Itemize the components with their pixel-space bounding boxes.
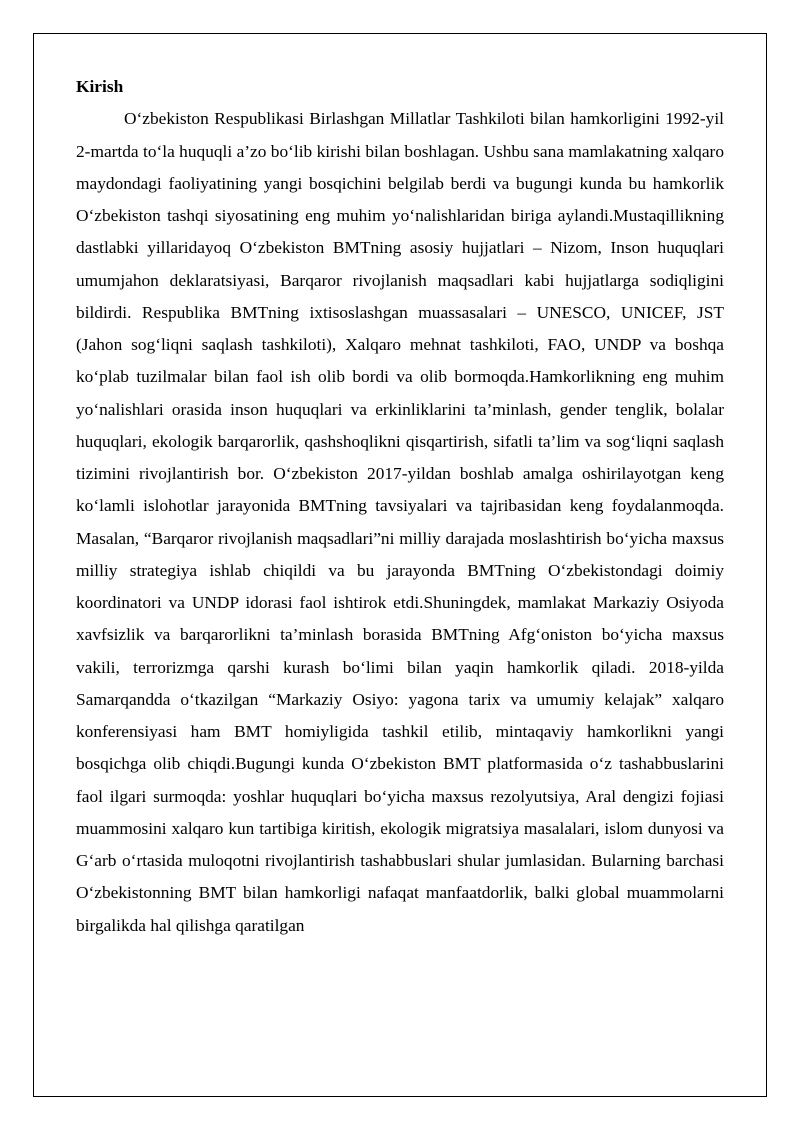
- body-paragraph: O‘zbekiston Respublikasi Birlashgan Millatlar Tashkiloti bilan hamkorligini 1992-yil 2-martda to‘la huquqli a’zo bo‘lib kirishi bilan boshlagan. Ushbu sana mamlakatning xalqaro maydondagi faoliyatining yangi bosqichini belgilab berdi va bugungi kunda bu hamkorlik O‘zbekiston tashqi siyosatining eng muhim yo‘nalishlaridan biriga aylandi.Mustaqillikning dastlabki yillaridayoq O‘zbekiston BMTning asosiy hujjatlari – Nizom, Inson huquqlari umumjahon deklaratsiyasi, Barqaror rivojlanish maqsadlari kabi hujjatlarga sodiqligini bildirdi. Respublika BMTning ixtisoslashgan muassasalari – UNESCO, UNICEF, JST (Jahon sog‘liqni saqlash tashkiloti), Xalqaro mehnat tashkiloti, FAO, UNDP va boshqa ko‘plab tuzilmalar bilan faol ish olib bordi va olib bormoqda.Hamkorlikning eng muhim yo‘nalishlari orasida inson huquqlari va erkinliklarini ta’minlash, gender tenglik, bolalar huquqlari, ekologik barqarorlik, qashshoqlikni qisqartirish, sifatli ta’lim va sog‘liqni saqlash tizimini rivojlantirish bor. O‘zbekiston 2017-yildan boshlab amalga oshirilayotgan keng ko‘lamli islohotlar jarayonida BMTning tavsiyalari va tajribasidan keng foydalanmoqda. Masalan, “Barqaror rivojlanish maqsadlari”ni milliy darajada moslashtirish bo‘yicha maxsus milliy strategiya ishlab chiqildi va bu jarayonda BMTning O‘zbekistondagi doimiy koordinatori va UNDP idorasi faol ishtirok etdi.Shuningdek, mamlakat Markaziy Osiyoda xavfsizlik va barqarorlikni ta’minlash borasida BMTning Afg‘oniston bo‘yicha maxsus vakili, terrorizmga qarshi kurash bo‘limi bilan yaqin hamkorlik qiladi. 2018-yilda Samarqandda o‘tkazilgan “Markaziy Osiyo: yagona tarix va umumiy kelajak” xalqaro konferensiyasi ham BMT homiyligida tashkil etilib, mintaqaviy hamkorlikni yangi bosqichga olib chiqdi.Bugungi kunda O‘zbekiston BMT platformasida o‘z tashabbuslarini faol ilgari surmoqda: yoshlar huquqlari bo‘yicha maxsus rezolyutsiya, Aral dengizi fojiasi muammosini xalqaro kun tartibiga kiritish, ekologik migratsiya masalalari, islom dunyosi va G‘arb o‘rtasida muloqotni rivojlantirish tashabbuslari shular jumlasidan. Bularning barchasi O‘zbekistonning BMT bilan hamkorligi nafaqat manfaatdorlik, balki global muammolarni birgalikda hal qilishga qaratilgan: [76, 109, 724, 935]
- document-body: [76, 71, 724, 942]
- section-heading: Kirish: [76, 77, 124, 96]
